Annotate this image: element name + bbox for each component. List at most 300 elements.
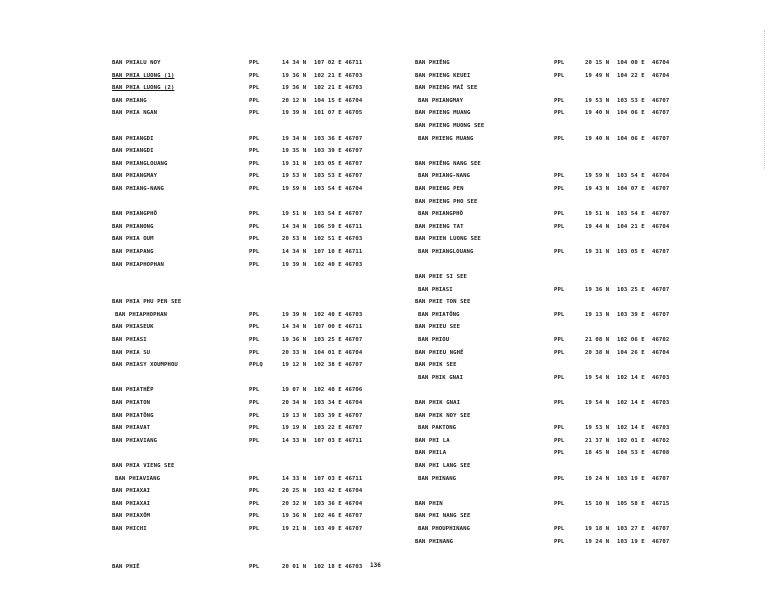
entry-name: BAN PHI LANG SEE	[415, 463, 471, 469]
entry-lat: 20 12 N	[282, 97, 307, 104]
entry-name: BAN PHI NANG SEE	[415, 513, 471, 520]
entry-lat: 19 13 N	[585, 311, 610, 318]
gazetteer-entry	[415, 359, 695, 372]
entry-name: BAN PHIN	[415, 500, 443, 507]
entry-name: BAN PHIANGPHÔ	[112, 211, 158, 218]
entry-name: BAN PHIALU NOY	[112, 60, 161, 66]
entry-lon: 104 06 E	[617, 110, 645, 117]
gazetteer-entry	[415, 485, 695, 498]
entry-lon: 102 51 E	[314, 236, 342, 243]
entry-name: BAN PHIANGLOUANG	[112, 160, 168, 167]
gazetteer-entry	[112, 309, 372, 322]
entry-lat: 18 45 N	[585, 450, 610, 457]
gazetteer-entry	[112, 447, 372, 460]
entry-lon: 103 27 E	[617, 525, 645, 532]
entry-lon: 103 39 E	[314, 148, 342, 155]
entry-lat: 20 53 N	[282, 236, 307, 243]
entry-lon: 102 21 E	[314, 72, 342, 79]
gazetteer-entry	[415, 372, 695, 385]
entry-code: 46703	[652, 374, 670, 381]
entry-lat: 19 39 N	[282, 110, 307, 117]
entry-lat: 14 34 N	[282, 324, 307, 331]
entry-name: BAN PHIASY XOUMPHOU	[112, 362, 178, 369]
gazetteer-entry	[112, 523, 372, 536]
gazetteer-entry	[415, 422, 695, 435]
gazetteer-entry	[415, 221, 695, 234]
entry-code: 46707	[652, 110, 670, 117]
entry-name: BAN PHIANGDI	[112, 135, 154, 142]
entry-lat: 20 34 N	[282, 400, 307, 407]
entry-name: BAN PHIANONG	[112, 223, 154, 230]
entry-type: PPL	[554, 72, 565, 79]
gazetteer-entry	[112, 510, 372, 523]
entry-type: PPL	[249, 400, 260, 407]
entry-code: 46702	[652, 437, 670, 444]
entry-lon: 103 53 E	[617, 97, 645, 104]
entry-type: PPL	[249, 248, 260, 255]
entry-code: 46703	[345, 261, 363, 268]
entry-name: BAN PHIAPANG	[112, 248, 154, 255]
entry-lon: 107 03 E	[314, 437, 342, 444]
gazetteer-entry	[415, 498, 695, 511]
entry-type: PPL	[249, 500, 260, 507]
gazetteer-entry	[112, 95, 372, 108]
entry-type: PPL	[249, 525, 260, 532]
entry-lon: 102 14 E	[617, 374, 645, 381]
entry-code: 46711	[345, 437, 363, 444]
entry-code: 46704	[345, 185, 363, 192]
entry-name: BAN PHIASI	[112, 337, 147, 344]
entry-code: 46707	[652, 211, 670, 218]
entry-lon: 102 40 E	[314, 261, 342, 268]
entry-name: BAN PHIA PHU PEN SEE	[112, 299, 182, 306]
entry-code: 46703	[345, 563, 363, 570]
gazetteer-entry	[112, 120, 372, 133]
entry-lon: 103 54 E	[617, 173, 645, 180]
entry-type: PPL	[249, 261, 260, 268]
entry-name: BAN PHIA SU	[112, 349, 151, 356]
entry-lon: 102 38 E	[314, 362, 342, 369]
entry-code: 46707	[652, 248, 670, 255]
gazetteer-entry	[415, 296, 695, 309]
entry-lat: 19 24 N	[585, 538, 610, 545]
entry-type: PPL	[554, 223, 565, 230]
gazetteer-entry	[415, 82, 695, 95]
gazetteer-entry	[415, 284, 695, 297]
entry-lon: 103 05 E	[314, 160, 342, 167]
entry-lon: 102 40 E	[314, 387, 342, 394]
entry-lon: 103 05 E	[617, 248, 645, 255]
entry-lon: 102 06 E	[617, 337, 645, 344]
entry-code: 46705	[345, 110, 363, 117]
entry-name: BAN PHIAVAT	[112, 425, 151, 432]
entry-lat: 14 33 N	[282, 475, 307, 482]
entry-lat: 19 43 N	[585, 185, 610, 192]
entry-code: 46707	[652, 286, 670, 293]
entry-name: BAN PHIE TON SEE	[415, 299, 471, 306]
entry-type: PPL	[249, 387, 260, 394]
entry-lon: 102 01 E	[617, 437, 645, 444]
entry-code: 46703	[345, 236, 363, 243]
entry-lon: 102 14 E	[617, 400, 645, 407]
entry-name: BAN PHIANGDI	[112, 148, 154, 155]
entry-type: PPL	[249, 349, 260, 356]
entry-type: PPL	[249, 412, 260, 419]
entry-lon: 103 54 E	[314, 185, 342, 192]
entry-lat: 20 25 N	[282, 488, 307, 495]
entry-name: BAN PHIASEUK	[112, 324, 154, 331]
gazetteer-entry	[112, 473, 372, 486]
entry-type: PPL	[249, 148, 260, 155]
entry-lon: 105 58 E	[617, 500, 645, 507]
entry-type: PPL	[554, 211, 565, 218]
entry-type: PPL	[554, 60, 565, 66]
gazetteer-entry	[112, 70, 372, 83]
gazetteer-entry	[415, 447, 695, 460]
entry-name: BAN PHIA LUONG (1)	[112, 72, 175, 79]
gazetteer-entry	[415, 107, 695, 120]
gazetteer-entry	[112, 170, 372, 183]
entry-lon: 103 36 E	[314, 135, 342, 142]
entry-lat: 19 31 N	[282, 160, 307, 167]
gazetteer-entry	[112, 498, 372, 511]
entry-type: PPLQ	[249, 362, 263, 369]
entry-type: PPL	[249, 60, 260, 66]
gazetteer-entry	[112, 221, 372, 234]
entry-name: BAN PHIÊNG	[415, 60, 450, 66]
gazetteer-entry	[415, 120, 695, 133]
entry-name: BAN PHIEU NGHÊ	[415, 349, 464, 356]
entry-lon: 103 54 E	[314, 211, 342, 218]
entry-name: BAN PHIANG	[112, 97, 147, 104]
gazetteer-entry	[415, 208, 695, 221]
entry-type: PPL	[554, 425, 565, 432]
entry-type: PPL	[249, 311, 260, 318]
entry-type: PPL	[249, 513, 260, 520]
entry-lat: 19 44 N	[585, 223, 610, 230]
entry-lat: 20 32 N	[282, 500, 307, 507]
entry-name: BAN PHIÊNG NANG SEE	[415, 160, 481, 167]
entry-lon: 107 10 E	[314, 248, 342, 255]
gazetteer-entry	[112, 82, 372, 95]
entry-lon: 102 21 E	[314, 85, 342, 92]
gazetteer-entry	[415, 435, 695, 448]
entry-lon: 107 00 E	[314, 324, 342, 331]
entry-lat: 15 10 N	[585, 500, 610, 507]
gazetteer-entry	[415, 321, 695, 334]
entry-lat: 14 34 N	[282, 248, 307, 255]
gazetteer-entry	[415, 133, 695, 146]
gazetteer-entry	[415, 309, 695, 322]
entry-lat: 19 12 N	[282, 362, 307, 369]
entry-lon: 103 53 E	[314, 173, 342, 180]
entry-lat: 19 18 N	[585, 525, 610, 532]
entry-type: PPL	[554, 173, 565, 180]
entry-lon: 103 19 E	[617, 538, 645, 545]
gazetteer-entry	[415, 460, 695, 473]
entry-lat: 20 33 N	[282, 349, 307, 356]
entry-lon: 104 15 E	[314, 97, 342, 104]
entry-code: 46707	[652, 185, 670, 192]
gazetteer-entry	[112, 145, 372, 158]
gazetteer-entry	[415, 70, 695, 83]
entry-type: PPL	[554, 135, 565, 142]
entry-name: BAN PHILA	[415, 450, 447, 457]
gazetteer-entry	[415, 145, 695, 158]
entry-type: PPL	[249, 160, 260, 167]
gazetteer-entry	[112, 259, 372, 272]
entry-lat: 19 53 N	[585, 97, 610, 104]
entry-code: 46707	[345, 362, 363, 369]
entry-lat: 19 49 N	[585, 72, 610, 79]
gazetteer-entry	[112, 284, 372, 297]
entry-lon: 104 26 E	[617, 349, 645, 356]
gazetteer-entry	[112, 107, 372, 120]
entry-code: 46704	[345, 349, 363, 356]
page-edge-marks	[764, 30, 767, 170]
entry-type: PPL	[249, 85, 260, 92]
entry-code: 46704	[652, 72, 670, 79]
entry-lat: 19 40 N	[585, 110, 610, 117]
gazetteer-entry	[415, 57, 695, 70]
entry-code: 46711	[345, 248, 363, 255]
entry-type: PPL	[249, 135, 260, 142]
entry-type: PPL	[249, 324, 260, 331]
entry-lon: 104 06 E	[617, 135, 645, 142]
gazetteer-entry	[415, 473, 695, 486]
entry-name: BAN PHINANG	[415, 538, 454, 545]
entry-name: BAN PHIENG TAT	[415, 223, 464, 230]
entry-code: 46707	[652, 525, 670, 532]
entry-lon: 103 34 E	[314, 400, 342, 407]
entry-lat: 19 24 N	[585, 475, 610, 482]
entry-lat: 19 54 N	[585, 374, 610, 381]
entry-lat: 19 39 N	[282, 261, 307, 268]
entry-lat: 19 53 N	[282, 173, 307, 180]
entry-lat: 19 21 N	[282, 525, 307, 532]
left-column	[112, 57, 372, 573]
entry-code: 46707	[345, 173, 363, 180]
entry-code: 46703	[652, 425, 670, 432]
gazetteer-entry	[112, 410, 372, 423]
entry-lat: 19 19 N	[282, 425, 307, 432]
entry-lon: 106 59 E	[314, 223, 342, 230]
entry-code: 46707	[652, 135, 670, 142]
entry-name: BAN PAKTONG	[418, 425, 457, 432]
entry-code: 46707	[652, 475, 670, 482]
entry-lat: 20 38 N	[585, 349, 610, 356]
entry-code: 46703	[652, 400, 670, 407]
entry-code: 46711	[345, 324, 363, 331]
entry-lon: 104 07 E	[617, 185, 645, 192]
entry-name: BAN PHIATÔNG	[418, 311, 460, 318]
entry-lat: 19 07 N	[282, 387, 307, 394]
entry-type: PPL	[554, 525, 565, 532]
entry-lat: 19 36 N	[282, 337, 307, 344]
entry-lon: 104 01 E	[314, 349, 342, 356]
entry-lon: 103 39 E	[314, 412, 342, 419]
gazetteer-entry	[112, 548, 372, 561]
gazetteer-entry	[112, 183, 372, 196]
entry-name: BAN PHIAXAI	[112, 488, 151, 495]
entry-name: BAN PHIE SI SEE	[415, 274, 468, 281]
entry-code: 46703	[345, 72, 363, 79]
entry-name: BAN PHIA OUM	[112, 236, 154, 243]
entry-lat: 19 36 N	[282, 513, 307, 520]
entry-type: PPL	[249, 337, 260, 344]
gazetteer-entry	[415, 170, 695, 183]
gazetteer-entry	[415, 158, 695, 171]
entry-code: 46707	[345, 160, 363, 167]
entry-code: 46711	[345, 475, 363, 482]
entry-lon: 103 42 E	[314, 488, 342, 495]
entry-name: BAN PHIAPHOPHAN	[112, 261, 165, 268]
entry-type: PPL	[554, 437, 565, 444]
entry-code: 46715	[652, 500, 670, 507]
entry-code: 46707	[345, 337, 363, 344]
entry-name: BAN PHIA NGAN	[112, 110, 158, 117]
entry-lon: 103 49 E	[314, 525, 342, 532]
entry-name: BAN PHIK NOY SEE	[415, 412, 471, 419]
entry-code: 46707	[345, 135, 363, 142]
entry-code: 46708	[652, 450, 670, 457]
entry-code: 46702	[652, 337, 670, 344]
gazetteer-entry	[112, 359, 372, 372]
entry-code: 46703	[345, 311, 363, 318]
entry-type: PPL	[554, 286, 565, 293]
entry-type: PPL	[554, 349, 565, 356]
entry-type: PPL	[249, 223, 260, 230]
gazetteer-entry	[112, 271, 372, 284]
gazetteer-entry	[415, 334, 695, 347]
entry-name: BAN PHIK GNAI	[418, 374, 464, 381]
entry-name: BAN PHIANGMAY	[112, 173, 158, 180]
entry-lat: 19 13 N	[282, 412, 307, 419]
entry-type: PPL	[554, 374, 565, 381]
gazetteer-entry	[112, 196, 372, 209]
entry-name: BAN PHIENG PEN	[415, 185, 464, 192]
entry-lon: 102 46 E	[314, 513, 342, 520]
entry-lat: 19 51 N	[585, 211, 610, 218]
entry-name: BAN PHIAPHOPHAN	[115, 311, 168, 318]
entry-lat: 19 36 N	[585, 286, 610, 293]
entry-type: PPL	[554, 248, 565, 255]
gazetteer-entry	[112, 321, 372, 334]
entry-name: BAN PHIA VIENG SEE	[112, 463, 175, 469]
entry-name: BAN PHI LA	[415, 437, 450, 444]
gazetteer-entry	[415, 397, 695, 410]
gazetteer-entry	[415, 246, 695, 259]
gazetteer-entry	[112, 296, 372, 309]
entry-lat: 19 53 N	[585, 425, 610, 432]
entry-code: 46707	[345, 513, 363, 520]
entry-name: BAN PHIAVIANG	[115, 475, 161, 482]
entry-name: BAN PHIENG MUONG SEE	[415, 122, 485, 129]
entry-lon: 104 53 E	[617, 450, 645, 457]
entry-lat: 19 36 N	[282, 85, 307, 92]
entry-type: PPL	[554, 450, 565, 457]
entry-type: PPL	[249, 211, 260, 218]
entry-name: BAN PHIÊ	[112, 563, 140, 570]
entry-name: BAN PHINANG	[418, 475, 457, 482]
gazetteer-entry	[112, 435, 372, 448]
entry-code: 46707	[345, 211, 363, 218]
gazetteer-entry	[112, 561, 372, 574]
entry-code: 46707	[345, 425, 363, 432]
entry-lon: 102 40 E	[314, 311, 342, 318]
entry-lat: 19 39 N	[282, 311, 307, 318]
page-number: 136	[370, 562, 381, 569]
entry-lon: 101 07 E	[314, 110, 342, 117]
entry-lon: 104 00 E	[617, 60, 645, 66]
entry-type: PPL	[249, 185, 260, 192]
gazetteer-entry	[112, 133, 372, 146]
gazetteer-entry	[415, 183, 695, 196]
entry-type: PPL	[249, 475, 260, 482]
gazetteer-entry	[415, 233, 695, 246]
entry-code: 46707	[652, 538, 670, 545]
entry-name: BAN PHIENG PHO SEE	[415, 198, 478, 205]
gazetteer-entry	[415, 536, 695, 549]
entry-code: 46711	[345, 60, 363, 66]
entry-type: PPL	[249, 173, 260, 180]
entry-code: 46704	[652, 173, 670, 180]
entry-lat: 19 31 N	[585, 248, 610, 255]
entry-lon: 103 22 E	[314, 425, 342, 432]
entry-type: PPL	[554, 475, 565, 482]
entry-name: BAN PHIEU SEE	[415, 324, 461, 331]
entry-lat: 14 33 N	[282, 437, 307, 444]
entry-lon: 103 39 E	[617, 311, 645, 318]
entry-lat: 19 40 N	[585, 135, 610, 142]
entry-lat: 19 54 N	[585, 400, 610, 407]
entry-code: 46704	[345, 400, 363, 407]
entry-name: BAN PHIENG MUANG	[418, 135, 474, 142]
entry-lon: 104 21 E	[617, 223, 645, 230]
entry-name: BAN PHOUPHINANG	[418, 525, 471, 532]
entry-type: PPL	[554, 311, 565, 318]
entry-name: BAN PHIOU	[418, 337, 450, 344]
entry-lat: 19 59 N	[585, 173, 610, 180]
entry-name: BAN PHIEN LUONG SEE	[415, 236, 481, 243]
entry-lat: 19 51 N	[282, 211, 307, 218]
entry-name: BAN PHIATHÊP	[112, 387, 154, 394]
entry-name: BAN PHIENG MAÏ SEE	[415, 85, 478, 92]
entry-code: 46707	[345, 525, 363, 532]
entry-lon: 103 25 E	[314, 337, 342, 344]
entry-lat: 19 36 N	[282, 72, 307, 79]
entry-name: BAN PHIATON	[112, 400, 151, 407]
entry-code: 46704	[652, 349, 670, 356]
entry-code: 46704	[345, 97, 363, 104]
entry-lon: 103 36 E	[314, 500, 342, 507]
entry-code: 46704	[652, 60, 670, 66]
entry-lat: 19 35 N	[282, 148, 307, 155]
entry-type: PPL	[249, 97, 260, 104]
gazetteer-entry	[112, 334, 372, 347]
gazetteer-entry	[415, 271, 695, 284]
entry-name: BAN PHIATÔNG	[112, 412, 154, 419]
gazetteer-entry	[415, 523, 695, 536]
entry-name: BAN PHIAXÔM	[112, 513, 151, 520]
entry-code: 46707	[345, 412, 363, 419]
gazetteer-entry	[112, 372, 372, 385]
entry-lon: 107 02 E	[314, 60, 342, 66]
entry-lat: 14 34 N	[282, 223, 307, 230]
gazetteer-entry	[112, 384, 372, 397]
entry-lon: 103 54 E	[617, 211, 645, 218]
entry-name: BAN PHIENG KEUEI	[415, 72, 471, 79]
